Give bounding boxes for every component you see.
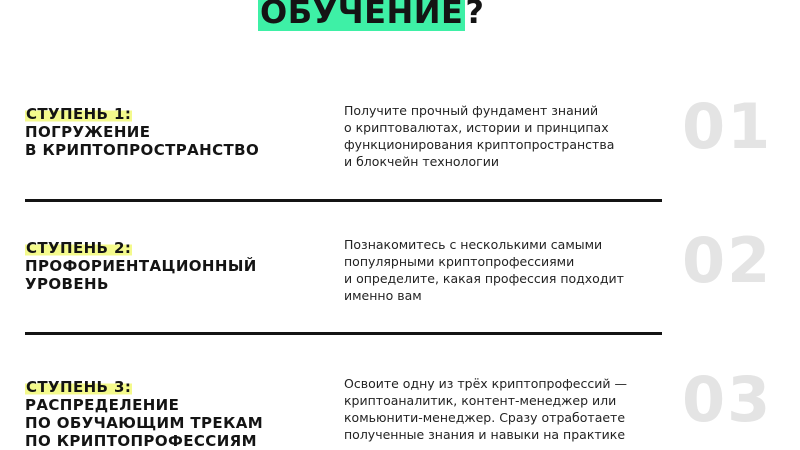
step-1-label: СТУПЕНЬ 1: xyxy=(26,105,132,123)
step-1-number: 01 xyxy=(682,90,773,163)
step-1-title-line-1: ПОГРУЖЕНИЕ xyxy=(25,123,151,141)
step-3-description-line-1: Освоите одну из трёх криптопрофессий — xyxy=(344,376,627,391)
step-3-description-line-4: полученные знания и навыки на практике xyxy=(344,427,626,442)
step-1-description xyxy=(344,102,614,170)
step-2-description-line-1: Познакомитесь с несколькими самыми xyxy=(344,237,603,252)
step-1-description-line-1: Получите прочный фундамент знаний xyxy=(344,103,599,118)
step-2-title-line-2: УРОВЕНЬ xyxy=(25,275,109,293)
step-3-number: 03 xyxy=(682,363,773,436)
step-1-description-line-2: о криптовалютах, истории и принципах xyxy=(344,120,609,135)
step-3-title-line-2: ПО ОБУЧАЮЩИМ ТРЕКАМ xyxy=(25,414,264,432)
step-1-title-line-2: В КРИПТОПРОСТРАНСТВО xyxy=(25,141,260,159)
step-2-label: СТУПЕНЬ 2: xyxy=(26,239,132,257)
step-2-description-line-3: и определите, какая профессия подходит xyxy=(344,271,624,286)
step-3-title xyxy=(25,378,263,450)
page-title xyxy=(258,0,484,30)
step-3-title-line-1: РАСПРЕДЕЛЕНИЕ xyxy=(25,396,180,414)
divider-2 xyxy=(25,332,662,335)
step-2-number: 02 xyxy=(682,224,773,297)
step-3-description-line-3: комьюнити-менеджер. Сразу отработаете xyxy=(344,410,626,425)
step-2-description xyxy=(344,236,624,304)
step-1 xyxy=(0,90,800,235)
step-2-title xyxy=(25,239,257,293)
step-3-description xyxy=(344,375,627,443)
page-title-highlight: ОБУЧЕНИЕ xyxy=(258,0,465,31)
step-3-description-line-2: криптоаналитик, контент-менеджер или xyxy=(344,393,617,408)
step-3 xyxy=(0,363,800,450)
step-1-description-line-4: и блокчейн технологии xyxy=(344,154,499,169)
step-1-description-line-3: функционирования криптопространства xyxy=(344,137,615,152)
step-3-label: СТУПЕНЬ 3: xyxy=(26,378,132,396)
step-2-title-line-1: ПРОФОРИЕНТАЦИОННЫЙ xyxy=(25,257,257,275)
step-1-title xyxy=(25,105,259,159)
divider-1 xyxy=(25,199,662,202)
page-title-suffix: ? xyxy=(465,0,485,31)
step-2 xyxy=(0,224,800,369)
step-3-title-line-3: ПО КРИПТОПРОФЕССИЯМ xyxy=(25,432,257,450)
step-2-description-line-4: именно вам xyxy=(344,288,422,303)
step-2-description-line-2: популярными криптопрофессиями xyxy=(344,254,575,269)
